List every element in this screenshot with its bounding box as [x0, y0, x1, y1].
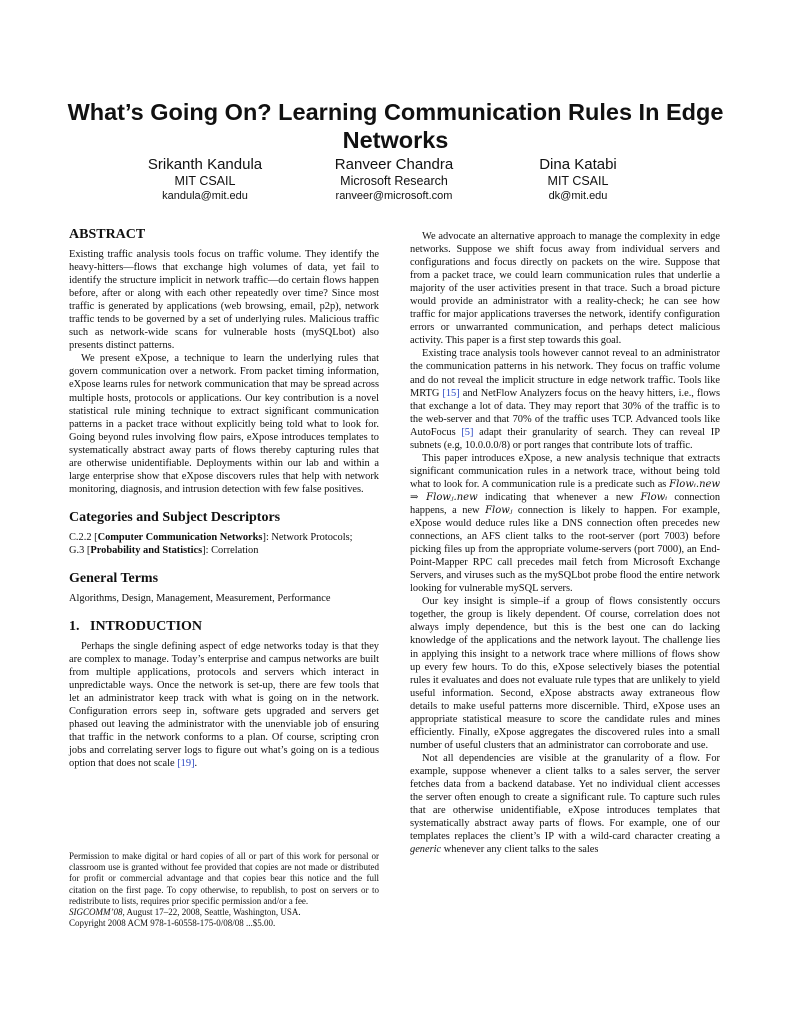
emphasis: generic — [410, 844, 442, 856]
text: whenever any client talks to the sales — [441, 844, 599, 856]
intro-text: Perhaps the single defining aspect of edge networks today is that they are complex to manage. Today’s enterprise and campus networks are built from multiple applications, protocols and servers which interact in unpredictable ways. Once the network is set-up, there are few tools that let an administrator keep track with what is going on in the network. Configuration errors seep in, software gets upgraded and servers get phased out leaving the administrator with the unenviable job of ensuring that traffic in the network conforms to a plan. Of course, scripting cron jobs and correlating server logs to figure out what’s going on is a tedious option that does not scale — [69, 641, 379, 770]
citation-link[interactable]: [19] — [177, 758, 195, 770]
abstract-heading: ABSTRACT — [69, 227, 146, 242]
text: Not all dependencies are visible at the granularity of a flow. For example, suppose whenever a client talks to a sales server, the server fetches data from a backend database. Yet no individual client accesses the server often enough to create a significant rule. To capture such rules that are otherwise unidentifiable, eXpose introduces templates that systematically abstract away parts of flows. For example, one of our templates replaces the client’s IP with a wild-card character creating a — [410, 752, 720, 843]
conference-name: SIGCOMM’08, — [69, 907, 125, 918]
right-paragraph-1: We advocate an alternative approach to manage the complexity in edge networks. Suppose we shift focus away from individual servers and configurations and focus directly on packets on the wire. Suppose that from a packet trace, we could learn communication rules that underlie a majority of the user activities present in that trace. Such a broad picture would provide an administrator with a reality-check; he can see how traffic for major applications traverses the network, identify configuration errors or unwarranted communication, and perhaps detect malicious activity. This paper is a first step towards this goal. — [410, 231, 720, 347]
paper-title: What’s Going On? Learning Communication Rules In Edge Networks — [67, 99, 724, 153]
text: connection happens, a new — [410, 491, 721, 516]
flow-j-symbol: Flowⱼ — [485, 504, 513, 516]
introduction-heading: 1. INTRODUCTION — [69, 619, 203, 635]
text: indicating that whenever a new — [477, 491, 641, 503]
category-detail: ]: Network Protocols; — [262, 531, 353, 543]
author-2 — [294, 156, 494, 204]
copyright-line: Copyright 2008 ACM 978-1-60558-175-0/08/08 ...$5.00. — [69, 918, 276, 929]
author-affiliation: MIT CSAIL — [547, 174, 609, 188]
author-name: Srikanth Kandula — [147, 156, 263, 173]
flow-i-symbol: Flowᵢ — [640, 491, 668, 503]
rule-formula: Flowᵢ.new ⇒ Flowⱼ.new — [410, 478, 720, 503]
introduction-paragraph-1 — [69, 640, 379, 770]
right-paragraph-2 — [410, 347, 720, 451]
right-column — [410, 230, 720, 856]
author-affiliation: MIT CSAIL — [174, 174, 236, 188]
category-code: C.2.2 [ — [69, 531, 98, 543]
conference-line — [69, 907, 379, 918]
author-email: dk@mit.edu — [548, 190, 608, 202]
author-email: ranveer@microsoft.com — [335, 190, 453, 202]
abstract-paragraph-2: We present eXpose, a technique to learn the underlying rules that govern communication over a network. From packet timing information, eXpose learns rules for network communication that may be spread across multiple hosts, protocols or applications. Our key contribution is a novel statistical rule mining technique to extract significant communication patterns in a packet trace without explicitly being told what to look for. Going beyond rules involving flow pairs, eXpose introduces templates to systematically abstract away parts of flows thereby capturing rules that are otherwise unidentifiable. Deployments within our lab and within a large enterprise show that eXpose discovers rules that help with network monitoring, diagnosis, and intrusion detection with few false positives. — [69, 353, 379, 495]
abstract-paragraph-1: Existing traffic analysis tools focus on traffic volume. They identify the heavy-hitters—flows that exchange high volumes of data, yet fail to identify the structure implicit in network traffic—do certain flows happen before, after or along with each other repeatedly over time? Since most traffic is generated by applications (web browsing, email, p2p), network traffic tends to be governed by a set of underlying rules. Malicious traffic such as network-wide scans for vulnerable hosts (mySQLbot) also presents distinct patterns. — [69, 249, 379, 352]
category-code: G.3 [ — [69, 544, 91, 556]
author-name: Dina Katabi — [539, 156, 617, 173]
author-email: kandula@mit.edu — [162, 190, 248, 202]
conference-details: August 17–22, 2008, Seattle, Washington, USA. — [124, 907, 301, 918]
permission-text: Permission to make digital or hard copies of all or part of this work for personal or classroom use is granted without fee provided that copies are not made or distributed for profit or commercial advantage and that copies bear this notice and the full citation on the first page. To copy otherwise, to republish, to post on servers or to redistribute to lists, requires prior specific permission and/or a fee. — [69, 851, 379, 906]
text: connection is likely to happen. For example, eXpose would deduce rules like a DNS connection often precedes new connections, an AFS client talks to the root-server (port 7003) before picking files up from the appropriate volume-servers (port 7000), an End-Point-Mapper RPC call precedes mail fetch from Microsoft Exchange Servers, and viruses such as the mySQLbot probe flood the entire network looking for vulnerable mySQL servers. — [410, 504, 720, 595]
text: This paper introduces eXpose, a new analysis technique that extracts significant communication rules in a network trace, without being told what to look for. A communication rule is a predicate such as — [410, 452, 720, 490]
categories-heading: Categories and Subject Descriptors — [69, 509, 281, 525]
text: Existing trace analysis tools however cannot reveal to an administrator the communication patterns in his network. They focus on traffic volume and do not reveal the implicit structure in edge network traffic. Tools like MRTG — [410, 348, 720, 399]
author-1 — [105, 156, 305, 204]
general-terms-heading: General Terms — [69, 570, 159, 586]
intro-text-end: . — [194, 758, 198, 770]
general-terms-text: Algorithms, Design, Management, Measurement, Performance — [69, 592, 331, 604]
citation-link[interactable]: [15] — [442, 387, 460, 399]
category-line-1 — [69, 531, 379, 544]
right-paragraph-5 — [410, 752, 720, 856]
text: and NetFlow Analyzers focus on the heavy hitters, i.e., flows that exchange a lot of data. They may report that 30% of the traffic is to the web-server and that 70% of the traffic uses TCP. Advanced tools like AutoFocus — [410, 387, 720, 438]
category-detail: ]: Correlation — [202, 544, 259, 556]
citation-link[interactable]: [5] — [461, 426, 474, 438]
author-3 — [478, 156, 678, 204]
right-paragraph-4: Our key insight is simple–if a group of flows consistently occurs together, the group is likely dependent. Of course, correlation does not always imply dependence, but this is the best one can do lacking knowledge of the applications and the network layout. The challenge lies in applying this insight to a network trace where millions of flows show up every few hours. To do this, eXpose selectively biases the potential rules it evaluates and does not evaluate rule types that are unlikely to yield useful information. Second, eXpose abstracts away extraneous flow details to make useful patterns more discernible. Third, eXpose uses an appropriate statistical measure to score the candidate rules and mines efficiently. Finally, eXpose aggregates the discovered rules into a small number of useful clusters that an administrator can corroborate and use. — [410, 596, 720, 751]
author-affiliation: Microsoft Research — [340, 174, 448, 188]
left-column — [69, 226, 379, 771]
permission-notice — [69, 851, 379, 929]
category-name: Probability and Statistics — [90, 544, 203, 556]
category-line-2 — [69, 544, 379, 557]
right-paragraph-3 — [410, 452, 720, 596]
author-name: Ranveer Chandra — [334, 156, 454, 173]
category-name: Computer Communication Networks — [97, 531, 263, 543]
text: adapt their granularity of search. They can reveal IP subnets (e.g, 10.0.0.0/8) or port ranges that contribute lots of traffic. — [410, 426, 720, 451]
